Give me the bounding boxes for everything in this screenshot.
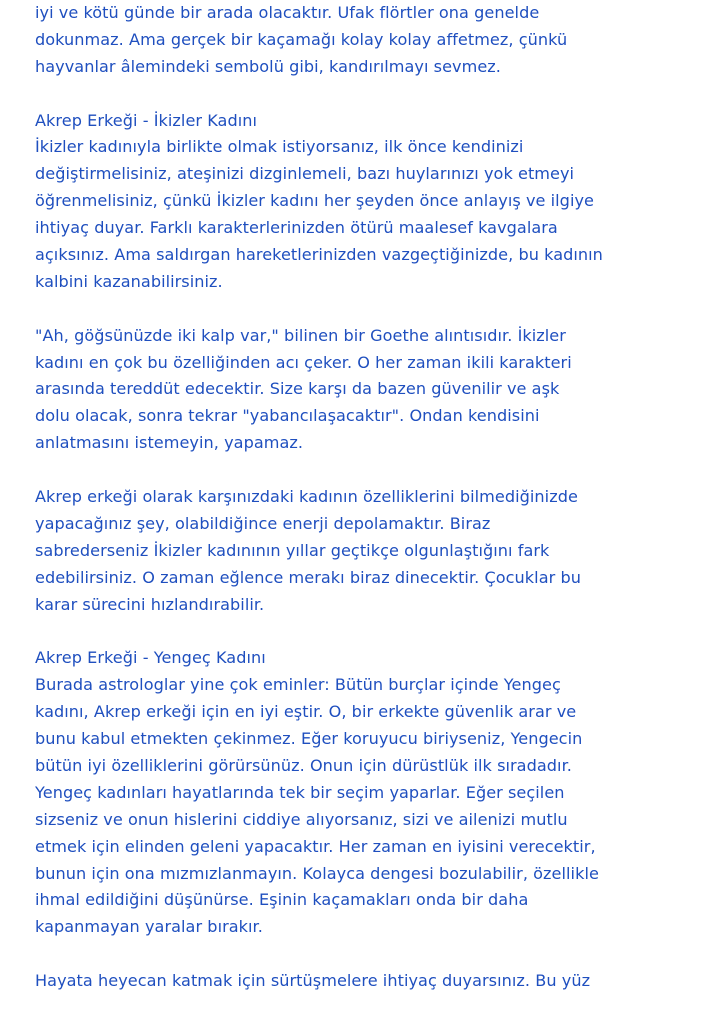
text-line: açıksınız. Ama saldırgan hareketlerinizden vazgeçtiğinizde, bu kadının [35, 245, 603, 265]
text-line: karar sürecini hızlandırabilir. [35, 594, 265, 614]
paragraph [35, 484, 715, 618]
text-line: edebilirsiniz. O zaman eğlence merakı biraz dinecektir. Çocuklar bu [35, 567, 581, 587]
paragraph-gap [35, 618, 715, 645]
text-line: Hayata heyecan katmak için sürtüşmelere ihtiyaç duyarsınız. Bu yüz [35, 971, 591, 991]
text-line: dolu olacak, sonra tekrar "yabancılaşacaktır". Ondan kendisini [35, 406, 540, 426]
paragraph-gap [35, 81, 715, 108]
text-line: hayvanlar âlemindeki sembolü gibi, kandırılmayı sevmez. [35, 56, 501, 76]
text-line: ihmal edildiğini düşünürse. Eşinin kaçamakları onda bir daha [35, 890, 529, 910]
text-line: bunun için ona mızmızlanmayın. Kolayca dengesi bozulabilir, özellikle [35, 863, 599, 883]
text-line: bütün iyi özelliklerini görürsünüz. Onun için dürüstlük ilk sıradadır. [35, 755, 572, 775]
paragraph-gap [35, 457, 715, 484]
text-line: kapanmayan yaralar bırakır. [35, 917, 263, 937]
text-line: bunu kabul etmekten çekinmez. Eğer koruyucu biriyseniz, Yengecin [35, 729, 583, 749]
paragraph [35, 0, 715, 81]
text-line: dokunmaz. Ama gerçek bir kaçamağı kolay kolay affetmez, çünkü [35, 29, 568, 49]
text-line: yapacağınız şey, olabildiğince enerji depolamaktır. Biraz [35, 513, 491, 533]
text-line: ihtiyaç duyar. Farklı karakterlerinizden ötürü maalesef kavgalara [35, 218, 558, 238]
text-line: İkizler kadınıyla birlikte olmak istiyorsanız, ilk önce kendinizi [35, 137, 524, 157]
paragraph [35, 323, 715, 457]
section-heading: Akrep Erkeği - Yengeç Kadını [35, 648, 266, 668]
text-line: Yengeç kadınları hayatlarında tek bir seçim yaparlar. Eğer seçilen [35, 782, 565, 802]
text-line: sabrederseniz İkizler kadınının yıllar geçtikçe olgunlaştığını fark [35, 540, 550, 560]
paragraph [35, 968, 715, 995]
text-line: iyi ve kötü günde bir arada olacaktır. Ufak flörtler ona genelde [35, 3, 540, 22]
section-gemini [35, 108, 715, 296]
text-line: anlatmasını istemeyin, yapamaz. [35, 433, 304, 453]
text-line: değiştirmelisiniz, ateşinizi dizginlemeli, bazı huylarınızı yok etmeyi [35, 164, 575, 184]
paragraph-gap [35, 296, 715, 323]
section-cancer [35, 645, 715, 941]
section-heading: Akrep Erkeği - İkizler Kadını [35, 110, 258, 130]
text-line: "Ah, göğsünüzde iki kalp var," bilinen bir Goethe alıntısıdır. İkizler [35, 325, 566, 345]
text-line: etmek için elinden geleni yapacaktır. Her zaman en iyisini verecektir, [35, 836, 596, 856]
document-page [35, 0, 715, 995]
text-line: kadını, Akrep erkeği için en iyi eştir. O, bir erkekte güvenlik arar ve [35, 702, 577, 722]
text-line: Akrep erkeği olarak karşınızdaki kadının özelliklerini bilmediğinizde [35, 487, 578, 507]
text-line: kadını en çok bu özelliğinden acı çeker. O her zaman ikili karakteri [35, 352, 572, 372]
text-line: arasında tereddüt edecektir. Size karşı da bazen güvenilir ve aşk [35, 379, 560, 399]
text-line: sizseniz ve onun hislerini ciddiye alıyorsanız, sizi ve ailenizi mutlu [35, 809, 568, 829]
text-line: öğrenmelisiniz, çünkü İkizler kadını her şeyden önce anlayış ve ilgiye [35, 191, 594, 211]
paragraph-gap [35, 941, 715, 968]
text-line: kalbini kazanabilirsiniz. [35, 271, 223, 291]
text-line: Burada astrologlar yine çok eminler: Bütün burçlar içinde Yengeç [35, 675, 561, 695]
